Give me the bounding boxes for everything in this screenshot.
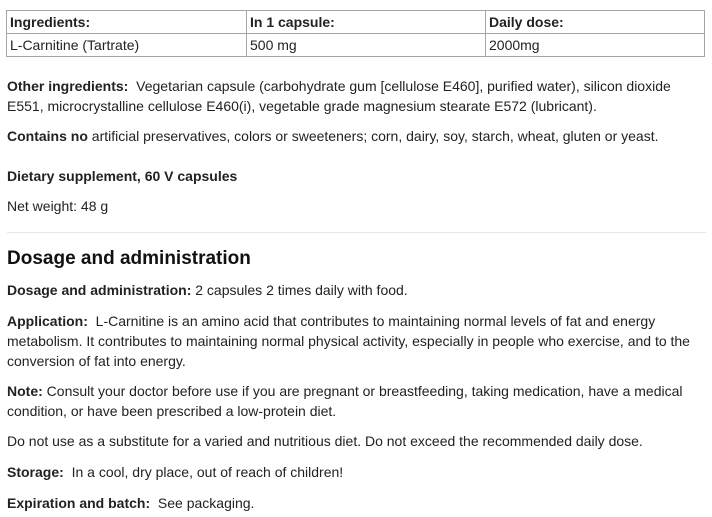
other-ingredients-text: Vegetarian capsule (carbohydrate gum [cellulose E460], purified water), silicon dioxide E551, microcrystalline cellulose E460(i), vegetable grade magnesium stearate E572 (lubricant). xyxy=(7,78,671,114)
storage-label: Storage: xyxy=(7,464,64,480)
application-paragraph xyxy=(7,311,706,371)
dosage-label: Dosage and administration: xyxy=(7,282,192,298)
supplement-line xyxy=(7,166,706,186)
contains-no-label: Contains no xyxy=(7,128,88,144)
contains-no-text: artificial preservatives, colors or sweeteners; corn, dairy, soy, starch, wheat, gluten or yeast. xyxy=(91,128,659,144)
table-cell: L-Carnitine (Tartrate) xyxy=(7,34,247,57)
note-paragraph xyxy=(7,381,706,421)
expiration-label: Expiration and batch: xyxy=(7,495,151,511)
expiration-line xyxy=(7,493,706,513)
dosage-line xyxy=(7,280,706,300)
table-cell: 2000mg xyxy=(486,34,705,57)
note-label: Note: xyxy=(7,383,43,399)
contains-no xyxy=(7,126,706,146)
net-weight: Net weight: 48 g xyxy=(7,198,109,214)
other-ingredients-label: Other ingredients: xyxy=(7,78,129,94)
table-cell: 500 mg xyxy=(247,34,486,57)
supplement-text: Dietary supplement, 60 V capsules xyxy=(7,168,238,184)
ingredients-table xyxy=(6,10,705,57)
table-header-row xyxy=(7,11,705,34)
table-header-cell: In 1 capsule: xyxy=(247,11,486,34)
storage-text: In a cool, dry place, out of reach of children! xyxy=(71,464,344,480)
table-row xyxy=(7,34,705,57)
note-text: Consult your doctor before use if you are pregnant or breastfeeding, taking medication, have a medical condition, or have been prescribed a low-protein diet. xyxy=(7,383,683,419)
dosage-text: 2 capsules 2 times daily with food. xyxy=(195,282,408,298)
other-ingredients xyxy=(7,76,706,116)
table-header-cell: Ingredients: xyxy=(7,11,247,34)
warning-text: Do not use as a substitute for a varied and nutritious diet. Do not exceed the recommended daily dose. xyxy=(7,433,643,449)
expiration-text: See packaging. xyxy=(157,495,255,511)
application-label: Application: xyxy=(7,313,88,329)
table-header-cell: Daily dose: xyxy=(486,11,705,34)
section-heading: Dosage and administration xyxy=(7,248,251,269)
storage-line xyxy=(7,462,706,482)
application-text: L-Carnitine is an amino acid that contributes to maintaining normal levels of fat and energy metabolism. It contributes to maintaining normal physical activity, especially in people who exercise, and to the conversion of fat into energy. xyxy=(7,313,690,369)
section-divider xyxy=(7,232,706,233)
